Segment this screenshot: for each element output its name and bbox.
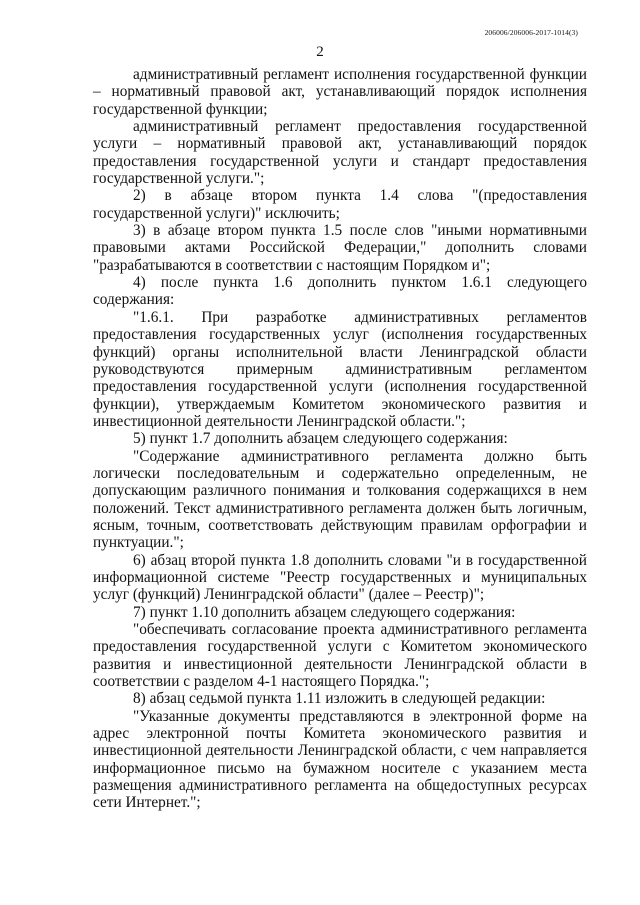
paragraph: "Содержание административного регламента должно быть логически последовательным и содержательно определенным, не допускающим различного понимания и толкования содержащихся в нем положений. Текст административного регламента должен быть логичным, ясным, точным, соответствовать действующим правилам орфографии и пунктуации.";	[93, 447, 587, 552]
paragraph: 8) абзац седьмой пункта 1.11 изложить в следующей редакции:	[133, 690, 546, 708]
paragraph: 2) в абзаце втором пункта 1.4 слова "(предоставления государственной услуги)" исключить;	[93, 187, 587, 222]
paragraph: административный регламент исполнения государственной функции – нормативный правовой акт, устанавливающий порядок исполнения государственной функции;	[93, 66, 587, 118]
paragraph: 3) в абзаце втором пункта 1.5 после слов "иными нормативными правовыми актами Российской Федерации," дополнить словами "разрабатываются в соответствии с настоящим Порядком и";	[93, 222, 587, 274]
document-body	[93, 66, 587, 812]
paragraph: "Указанные документы представляются в электронной форме на адрес электронной почты Комитета экономического развития и инвестиционной деятельности Ленинградской области, с чем направляется информационное письмо на бумажном носителе с указанием места размещения административного регламента на общедоступных ресурсах сети Интернет.";	[93, 707, 587, 812]
paragraph: 7) пункт 1.10 дополнить абзацем следующего содержания:	[133, 603, 516, 621]
paragraph: административный регламент предоставления государственной услуги – нормативный правовой акт, устанавливающий порядок предоставления государственной услуги и стандарт предоставления государственной услуги.";	[93, 118, 587, 188]
paragraph: 5) пункт 1.7 дополнить абзацем следующего содержания:	[133, 430, 508, 448]
document-id: 206006/206006-2017-1014(3)	[484, 28, 578, 37]
paragraph: "обеспечивать согласование проекта административного регламента предоставления государственной услуги с Комитетом экономического развития и инвестиционной деятельности Ленинградской области в соответствии с разделом 4-1 настоящего Порядка.";	[93, 621, 587, 691]
paragraph: 4) после пункта 1.6 дополнить пунктом 1.6.1 следующего содержания:	[93, 274, 587, 309]
page-number: 2	[316, 44, 324, 60]
paragraph: "1.6.1. При разработке административных регламентов предоставления государственных услуг (исполнения государственных функций) органы исполнительной власти Ленинградской области руководствуются примерным административным регламентом предоставления государственной услуги (исполнения государственной функции), утверждаемым Комитетом экономического развития и инвестиционной деятельности Ленинградской области.";	[93, 308, 587, 430]
paragraph: 6) абзац второй пункта 1.8 дополнить словами "и в государственной информационной системе "Реестр государственных и муниципальных услуг (функций) Ленинградской области" (далее – Реестр)";	[93, 551, 587, 604]
